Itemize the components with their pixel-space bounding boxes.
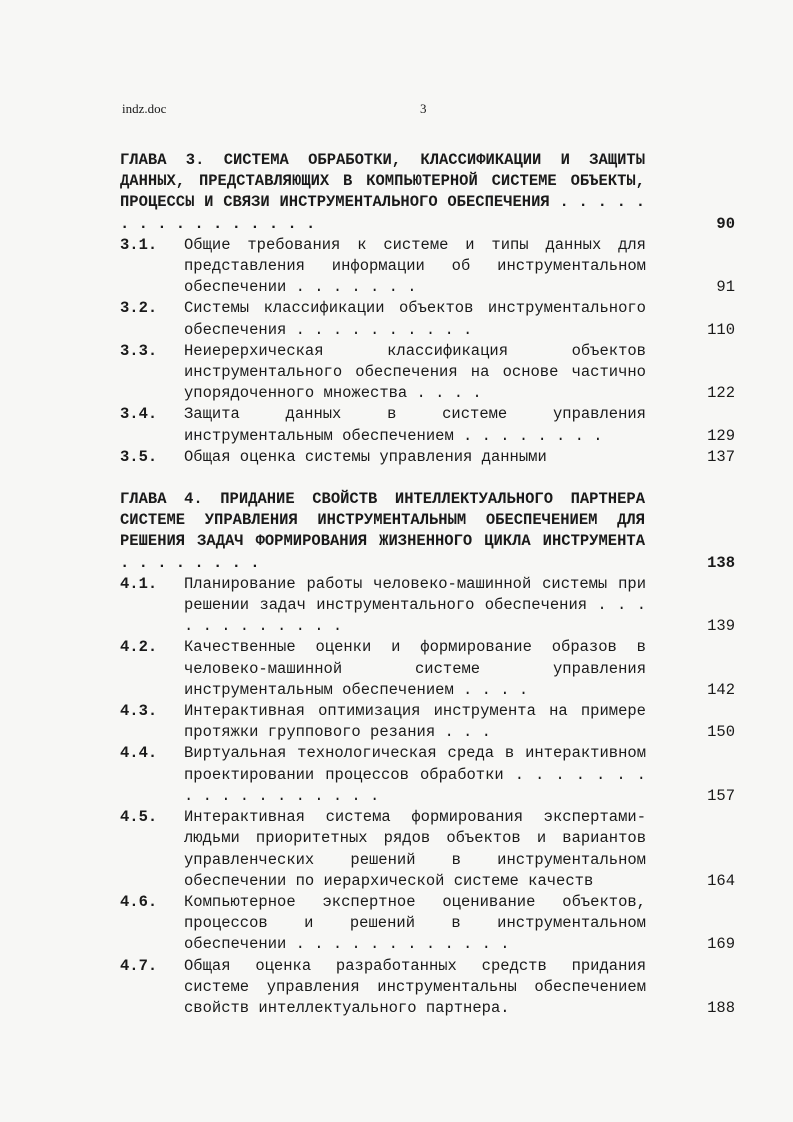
toc-entry-4-5 [120,807,735,892]
entry-title: Интерактивная оптимизация инструмента на примере протяжки группового резания . . . [184,702,646,742]
toc-entry-4-4 [120,743,735,807]
entry-page: 110 [707,320,735,339]
entry-title: Общие требования к системе и типы данных для представления информации об инструментальном обеспечении . . . . . . . [184,235,646,297]
table-of-contents [120,150,735,1019]
entry-title: Качественные оценки и формирование образов в человеко-машинной системе управления инструментальным обеспечением . . . . [184,638,646,699]
toc-entry-3-1 [120,235,735,299]
entry-title: Общая оценка разработанных средств придания системе управления инструментальны обеспечением свойств интеллектуального партнера. [184,956,646,1017]
entry-page: 164 [707,871,735,890]
entry-number: 3.4. [120,405,158,424]
entry-number: 3.5. [120,447,158,466]
entry-page: 169 [707,935,735,954]
chapter-3-page: 90 [716,214,735,233]
entry-page: 188 [707,998,735,1017]
toc-entry-4-6 [120,892,735,956]
entry-title: Общая оценка системы управления данными [184,447,547,466]
toc-entry-3-3 [120,341,735,405]
entry-title: Планирование работы человеко-машинной системы при решении задач инструментального обеспечения . . . . . . . . . . . . [184,574,646,636]
entry-page: 157 [707,786,735,805]
entry-number: 4.4. [120,744,158,763]
entry-title: Неиерерхическая классификация объектов инструментального обеспечения на основе частично упорядоченного множества . . . . [184,341,646,403]
toc-entry-3-2 [120,298,735,340]
entry-title: Виртуальная технологическая среда в интерактивном проектировании процессов обработки . . . . . . . . . . . . . . . . . . [184,744,646,805]
entry-page: 142 [707,680,735,699]
entry-number: 3.1. [120,235,158,254]
entry-number: 4.7. [120,956,158,975]
entry-page: 139 [707,617,735,636]
entry-number: 4.2. [120,638,158,657]
toc-entry-4-2 [120,637,735,701]
entry-page: 129 [707,426,735,445]
entry-number: 4.3. [120,702,158,721]
toc-entry-3-4 [120,404,735,446]
entry-title: Интерактивная система формирования экспертами-людьми приоритетных рядов объектов и вариантов управленческих решений в инструментальном обеспечении по иерархической системе качеств [184,808,646,890]
chapter-3-heading [120,150,735,235]
entry-page: 91 [716,278,735,297]
entry-title: Системы классификации объектов инструментального обеспечения . . . . . . . . . . [184,299,646,339]
toc-entry-4-3 [120,701,735,743]
entry-number: 4.1. [120,574,158,593]
entry-page: 150 [707,723,735,742]
entry-number: 3.2. [120,299,158,318]
chapter-4-heading [120,489,735,574]
entry-page: 122 [707,384,735,403]
document-filename: indz.doc [122,101,167,116]
toc-entry-4-7 [120,956,735,1020]
entry-number: 4.5. [120,808,158,827]
chapter-3-title: ГЛАВА 3. СИСТЕМА ОБРАБОТКИ, КЛАССИФИКАЦИИ И ЗАЩИТЫ ДАННЫХ, ПРЕДСТАВЛЯЮЩИХ В КОМПЬЮТЕРНОЙ СИСТЕМЕ ОБЪЕКТЫ, ПРОЦЕССЫ И СВЯЗИ ИНСТРУМЕНТАЛЬНОГО ОБЕСПЕЧЕНИЯ . . . . . . . . . . . . . . . . [120,151,645,233]
entry-number: 4.6. [120,892,158,911]
entry-title: Защита данных в системе управления инструментальным обеспечением . . . . . . . . [184,405,646,445]
chapter-4-page: 138 [707,553,735,572]
entry-page: 137 [707,447,735,466]
entry-number: 3.3. [120,341,158,360]
entry-title: Компьютерное экспертное оценивание объектов, процессов и решений в инструментальном обеспечении . . . . . . . . . . . . [184,892,646,954]
page-number: 3 [420,101,427,116]
chapter-gap [120,468,735,489]
chapter-4-title: ГЛАВА 4. ПРИДАНИЕ СВОЙСТВ ИНТЕЛЛЕКТУАЛЬНОГО ПАРТНЕРА СИСТЕМЕ УПРАВЛЕНИЯ ИНСТРУМЕНТАЛЬНЫМ ОБЕСПЕЧЕНИЕМ ДЛЯ РЕШЕНИЯ ЗАДАЧ ФОРМИРОВАНИЯ ЖИЗНЕННОГО ЦИКЛА ИНСТРУМЕНТА . . . . . . . . [120,490,645,572]
toc-entry-4-1 [120,574,735,638]
toc-entry-3-5 [120,447,735,468]
